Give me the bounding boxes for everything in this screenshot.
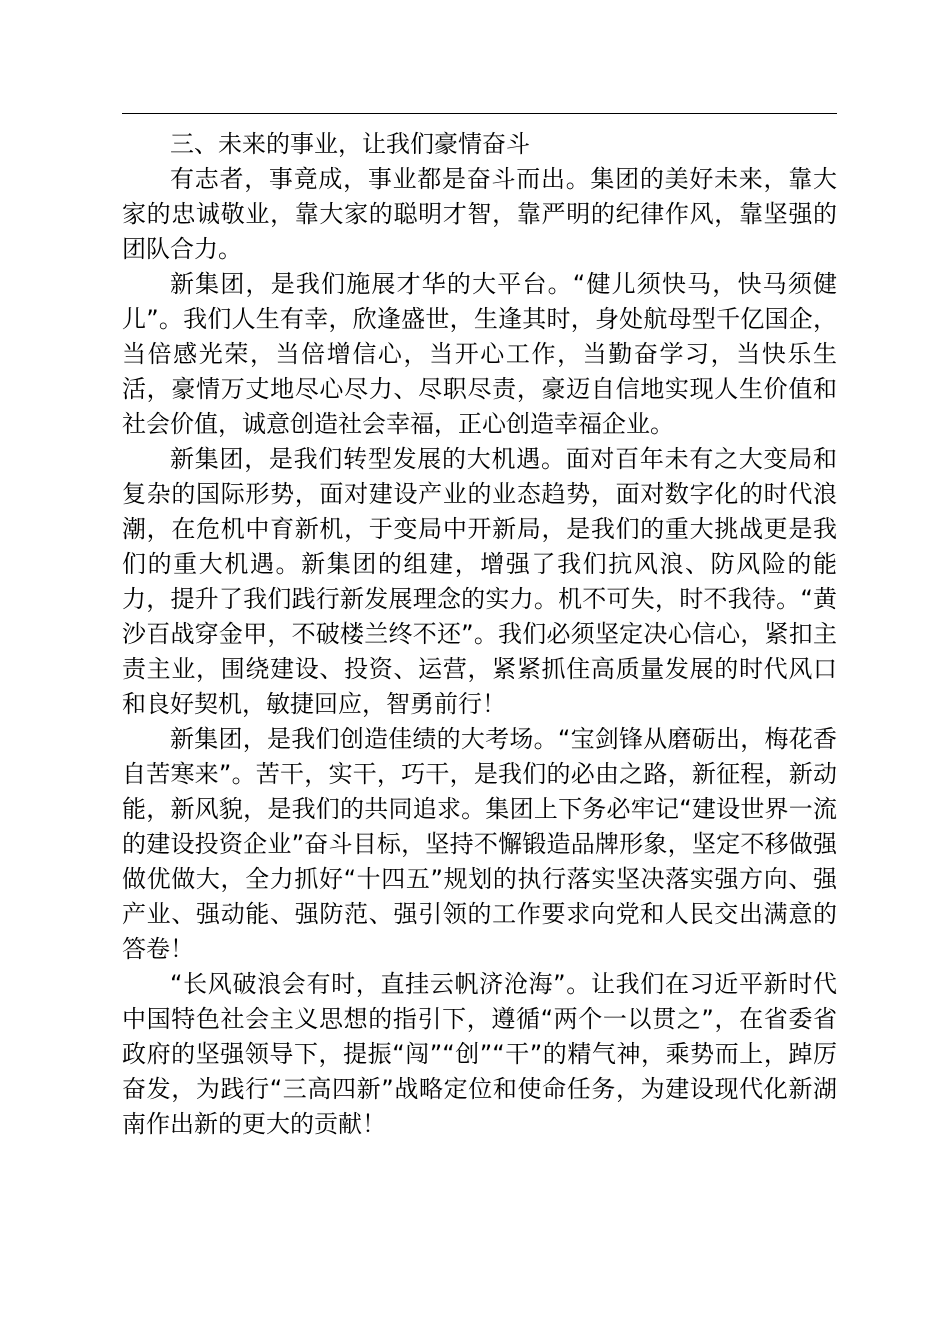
document-body bbox=[122, 127, 837, 1142]
paragraph: “长风破浪会有时，直挂云帆济沧海”。让我们在习近平新时代中国特色社会主义思想的指引下，遵循“两个一以贯之”，在省委省政府的坚强领导下，提振“闯”“创”“干”的精气神，乘势而上，踔厉奋发，为践行“三高四新”战略定位和使命任务，为建设现代化新湖南作出新的更大的贡献！ bbox=[122, 970, 837, 1138]
paragraph: 新集团，是我们施展才华的大平台。“健儿须快马，快马须健儿”。我们人生有幸，欣逢盛世，生逢其时，身处航母型千亿国企，当倍感光荣，当倍增信心，当开心工作，当勤奋学习，当快乐生活，豪情万丈地尽心尽力、尽职尽责，豪迈自信地实现人生价值和社会价值，诚意创造社会幸福，正心创造幸福企业。 bbox=[122, 270, 837, 438]
header-rule bbox=[122, 113, 837, 114]
paragraph: 有志者，事竟成，事业都是奋斗而出。集团的美好未来，靠大家的忠诚敬业，靠大家的聪明才智，靠严明的纪律作风，靠坚强的团队合力。 bbox=[122, 165, 837, 263]
paragraph: 新集团，是我们转型发展的大机遇。面对百年未有之大变局和复杂的国际形势，面对建设产业的业态趋势，面对数字化的时代浪潮，在危机中育新机，于变局中开新局，是我们的重大挑战更是我们的重大机遇。新集团的组建，增强了我们抗风浪、防风险的能力，提升了我们践行新发展理念的实力。机不可失，时不我待。“黄沙百战穿金甲，不破楼兰终不还”。我们必须坚定决心信心，紧扣主责主业，围绕建设、投资、运营，紧紧抓住高质量发展的时代风口和良好契机，敏捷回应，智勇前行！ bbox=[122, 445, 837, 718]
section-heading: 三、未来的事业，让我们豪情奋斗 bbox=[170, 130, 530, 158]
paragraph: 新集团，是我们创造佳绩的大考场。“宝剑锋从磨砺出，梅花香自苦寒来”。苦干，实干，巧干，是我们的必由之路，新征程，新动能，新风貌，是我们的共同追求。集团上下务必牢记“建设世界一流的建设投资企业”奋斗目标，坚持不懈锻造品牌形象，坚定不移做强做优做大，全力抓好“十四五”规划的执行落实坚决落实强方向、强产业、强动能、强防范、强引领的工作要求向党和人民交出满意的答卷！ bbox=[122, 725, 837, 963]
